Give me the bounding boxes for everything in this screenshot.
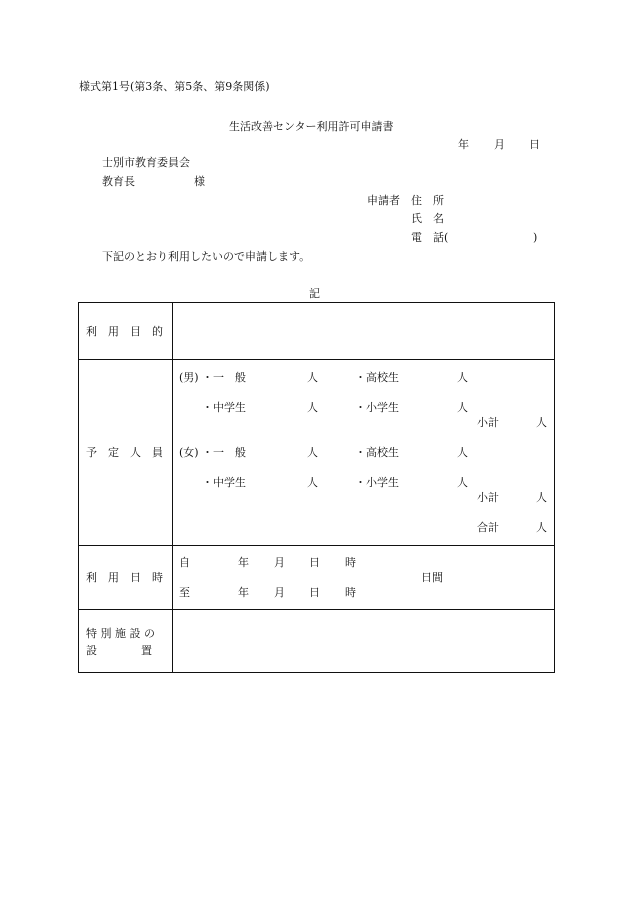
date-day: 日 [529, 138, 540, 151]
male-subtotal-label: 小計 [477, 416, 499, 429]
to-hour: 時 [345, 586, 356, 599]
date-month: 月 [494, 138, 505, 151]
to-year: 年 [238, 586, 249, 599]
persons-row [79, 360, 555, 546]
intro-text: 下記のとおり利用したいので申請します。 [102, 250, 311, 263]
male-general-unit: 人 [307, 371, 318, 384]
phone-close: ) [533, 231, 538, 244]
to-label: 至 [179, 586, 190, 599]
total-unit: 人 [536, 521, 547, 534]
male-junior-unit: 人 [307, 401, 318, 414]
special-label-line1: 特 別 施 設 の [86, 627, 155, 640]
male-highschool-unit: 人 [457, 371, 468, 384]
special-facility-row [79, 610, 555, 673]
from-day: 日 [309, 556, 320, 569]
female-elementary-unit: 人 [457, 476, 468, 489]
applicant-label: 申請者 [367, 194, 400, 207]
male-highschool: ・高校生 [355, 371, 399, 384]
special-value-cell[interactable] [173, 610, 555, 673]
application-table [78, 302, 555, 673]
from-month: 月 [274, 556, 285, 569]
male-elementary-unit: 人 [457, 401, 468, 414]
recipient-role: 教育長 [102, 175, 135, 188]
from-year: 年 [238, 556, 249, 569]
female-elementary: ・小学生 [355, 476, 399, 489]
address-label: 住 所 [411, 194, 444, 207]
to-day: 日 [309, 586, 320, 599]
female-general: ・一 般 [202, 446, 246, 459]
datetime-label: 利 用 日 時 [86, 571, 163, 584]
persons-label: 予 定 人 員 [86, 446, 163, 459]
purpose-value-cell[interactable] [173, 303, 555, 360]
female-junior-unit: 人 [307, 476, 318, 489]
male-prefix: (男) [179, 371, 199, 384]
male-general: ・一 般 [202, 371, 246, 384]
datetime-row [79, 546, 555, 610]
female-highschool-unit: 人 [457, 446, 468, 459]
female-prefix: (女) [179, 446, 199, 459]
days-label: 日間 [421, 571, 443, 584]
male-elementary: ・小学生 [355, 401, 399, 414]
female-highschool: ・高校生 [355, 446, 399, 459]
from-hour: 時 [345, 556, 356, 569]
purpose-label-cell [79, 303, 173, 360]
female-subtotal-label: 小計 [477, 491, 499, 504]
form-title: 生活改善センター利用許可申請書 [229, 120, 394, 133]
recipient-honorific: 様 [194, 175, 205, 188]
female-junior: ・中学生 [202, 476, 246, 489]
form-number: 様式第1号(第3条、第5条、第9条関係) [79, 80, 270, 93]
ki-heading: 記 [309, 287, 320, 300]
recipient-organization: 士別市教育委員会 [102, 156, 190, 169]
datetime-value-cell[interactable] [173, 546, 555, 610]
persons-label-cell [79, 360, 173, 546]
purpose-label: 利 用 目 的 [86, 325, 163, 338]
to-month: 月 [274, 586, 285, 599]
male-junior: ・中学生 [202, 401, 246, 414]
total-label: 合計 [477, 521, 499, 534]
special-label-line2: 設 置 [86, 644, 152, 657]
datetime-label-cell [79, 546, 173, 610]
from-label: 自 [179, 556, 190, 569]
phone-label: 電 話( [411, 231, 449, 244]
purpose-row [79, 303, 555, 360]
date-year: 年 [458, 138, 469, 151]
female-general-unit: 人 [307, 446, 318, 459]
special-label-cell [79, 610, 173, 673]
male-subtotal-unit: 人 [536, 416, 547, 429]
female-subtotal-unit: 人 [536, 491, 547, 504]
name-label: 氏 名 [411, 212, 444, 225]
persons-value-cell[interactable] [173, 360, 555, 546]
